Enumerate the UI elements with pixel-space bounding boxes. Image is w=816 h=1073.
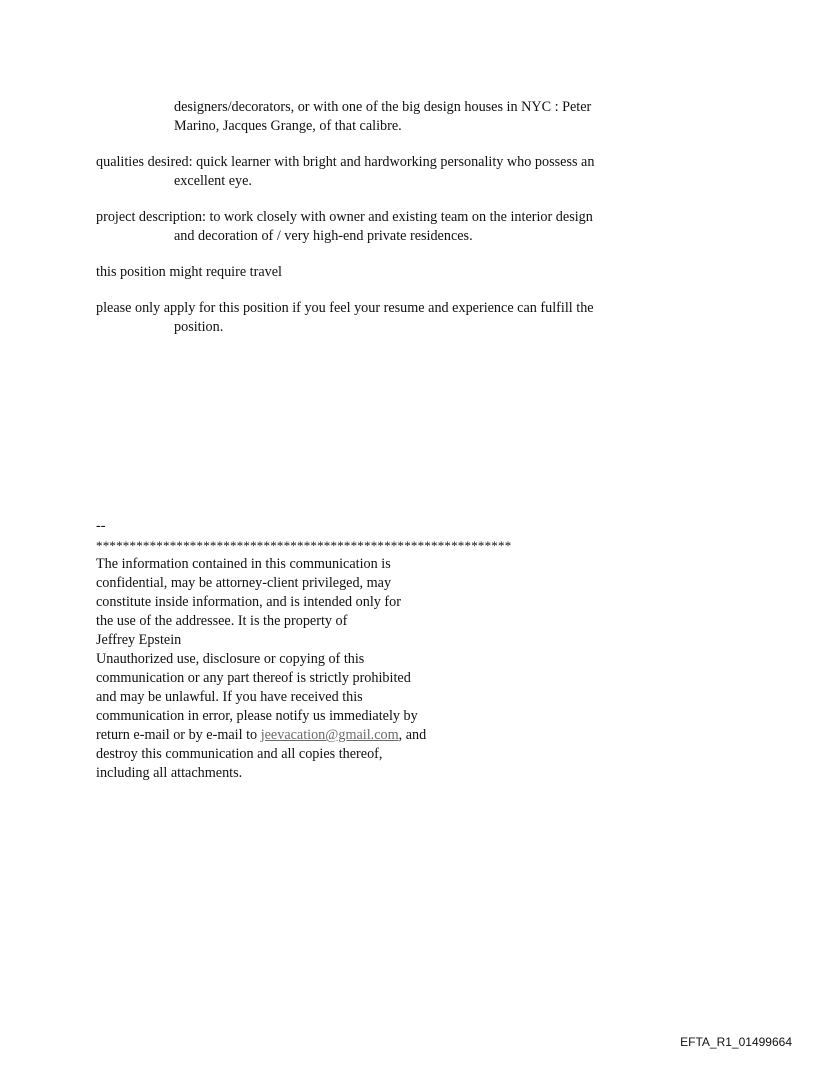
paragraph-designers	[96, 98, 696, 136]
confidentiality-line: communication in error, please notify us immediately by	[96, 708, 418, 724]
confidentiality-line: destroy this communication and all copies thereof,	[96, 746, 383, 762]
document-id: EFTA_R1_01499664	[680, 1035, 792, 1049]
confidentiality-line: communication or any part thereof is strictly prohibited	[96, 670, 411, 686]
confidentiality-line: the use of the addressee. It is the property of	[96, 613, 348, 629]
email-link[interactable]: jeevacation@gmail.com	[260, 727, 399, 743]
paragraph-project-description	[96, 208, 696, 246]
paragraph-line: Marino, Jacques Grange, of that calibre.	[174, 118, 402, 134]
paragraph-line: qualities desired: quick learner with bright and hardworking personality who possess an	[96, 154, 595, 170]
confidentiality-line: including all attachments.	[96, 765, 243, 781]
confidentiality-line: confidential, may be attorney-client privileged, may	[96, 575, 392, 591]
confidentiality-line: The information contained in this communication is	[96, 556, 391, 572]
paragraph-travel	[96, 263, 696, 282]
confidentiality-line: and may be unlawful. If you have received this	[96, 689, 363, 705]
paragraph-line: and decoration of / very high-end private residences.	[174, 228, 473, 244]
signature-stars: **************************************************************	[96, 538, 512, 553]
return-prefix: return e-mail or by e-mail to	[96, 727, 261, 743]
paragraph-line: please only apply for this position if you feel your resume and experience can fulfill the	[96, 300, 594, 316]
email-signature	[96, 517, 616, 783]
confidentiality-line: Unauthorized use, disclosure or copying of this	[96, 651, 365, 667]
paragraph-line: excellent eye.	[174, 173, 252, 189]
confidentiality-line-with-email	[96, 726, 616, 745]
confidentiality-line: constitute inside information, and is intended only for	[96, 594, 401, 610]
paragraph-line: this position might require travel	[96, 264, 282, 280]
return-suffix: , and	[398, 727, 427, 743]
paragraph-line: position.	[174, 319, 224, 335]
signature-dashes: --	[96, 518, 106, 534]
confidentiality-line: Jeffrey Epstein	[96, 632, 182, 648]
paragraph-qualities	[96, 153, 696, 191]
paragraph-line: designers/decorators, or with one of the big design houses in NYC : Peter	[174, 99, 592, 115]
paragraph-line: project description: to work closely with owner and existing team on the interior design	[96, 209, 593, 225]
paragraph-apply-note	[96, 299, 696, 337]
